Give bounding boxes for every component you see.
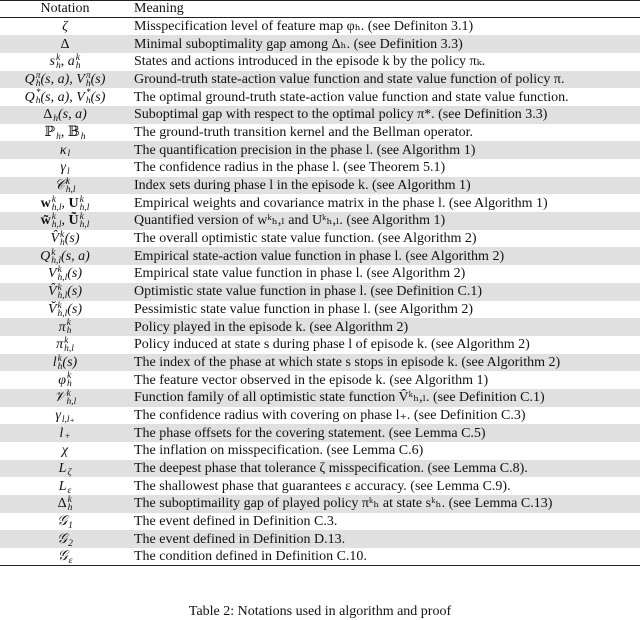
notation-symbol [59,426,70,441]
symbol-base: (s, a) [61,248,90,264]
notation-symbol [62,355,77,370]
meaning-cell: Function family of all optimistic state function V̂ᵏₕ,ₗ. (see Definition C.1) [134,390,545,406]
script-stack [58,266,68,282]
superscript: k [57,282,62,293]
subscript: l,l₊ [61,414,75,425]
subscript: h,l [51,220,62,231]
symbol-base: a [67,54,75,70]
subscript: h,l [57,273,68,284]
subscript: h,l [64,344,74,354]
symbol-base: Q [40,248,51,264]
meaning-cell: The event defined in Definition D.13. [134,531,346,547]
notation-cell [0,177,130,195]
superscript: k [57,353,62,364]
symbol-base: L [58,461,67,477]
subscript: + [64,432,71,443]
meaning-cell: Empirical state value function in phase l. (see Algorithm 2) [134,266,466,282]
symbol-base: Ũ [68,213,79,229]
superscript: k [67,495,72,506]
notation-symbol [61,249,90,264]
notation-symbol [60,37,69,52]
symbol-base: w [40,195,51,211]
script-stack [69,549,73,565]
subscript: h [57,361,63,372]
meaning-cell: Pessimistic state value function in phase l. (see Algorithm 2) [134,301,474,317]
notation-symbol [58,373,72,388]
notation-cell [0,265,130,283]
table-row [0,88,640,106]
meaning-cell: The feature vector observed in the episode k. (see Algorithm 1) [134,372,489,388]
notation-symbol [67,284,82,299]
notation-symbol [67,266,82,281]
meaning-cell: The event defined in Definition C.3. [134,514,338,530]
symbol-base: κ [59,142,67,158]
notation-cell [0,141,130,159]
notation-symbol [47,265,68,284]
symbol-base: , [60,124,68,140]
notation-symbol [65,231,80,246]
symbol-base: V [76,89,85,105]
table-row [0,495,640,513]
subscript: h,l [57,290,68,301]
table-row [0,194,640,212]
subscript: l [67,149,71,160]
table-row [0,265,640,283]
notation-cell [0,53,130,71]
table-row [0,71,640,89]
subscript: h,l [65,184,76,195]
table-row [0,407,640,425]
notation-symbol [50,54,61,69]
symbol-base: (s, a) [57,107,87,123]
notation-symbol [67,302,82,317]
notation-symbol [59,320,72,335]
superscript: * [35,88,41,99]
subscript: 2 [68,538,73,549]
notation-symbol [91,72,106,87]
symbol-base: 𝒢 [57,514,68,530]
superscript: k [65,176,70,187]
subscript: h [67,379,72,390]
script-stack [68,479,72,495]
notation-symbol [57,495,73,514]
symbol-base: w̃ [40,213,51,229]
notation-symbol [62,443,68,458]
table-row [0,283,640,301]
notation-symbol [43,107,58,125]
script-stack [67,160,70,176]
symbol-base: V [76,71,85,87]
script-stack [76,54,81,70]
notation-cell [0,301,130,319]
meaning-cell: Suboptimal gap with respect to the optimal policy π*. (see Definition 3.3) [134,107,548,123]
notation-symbol [41,90,77,105]
table-row [0,389,640,407]
script-stack [68,142,71,158]
table-row [0,530,640,548]
symbol-base: φ [58,372,66,388]
table-row [0,442,640,460]
superscript: k [51,247,56,258]
subscript: l [66,167,70,178]
subscript: h,l [51,255,62,266]
symbol-base: 𝒱 [53,390,66,406]
symbol-base: (s) [64,231,80,247]
notation-symbol [48,302,67,317]
notation-symbol [45,125,61,140]
notation-symbol [59,479,72,494]
superscript: k [60,229,65,240]
symbol-base: l [59,425,64,441]
symbol-base: , [60,54,68,70]
table-row [0,124,640,142]
subscript: 1 [68,520,73,531]
table-row [0,371,640,389]
symbol-base: l [52,354,57,370]
symbol-base: 𝒢 [57,531,68,547]
notation-cell [0,513,130,531]
meaning-cell: Ground-truth state-action value function and state value function of policy π. [134,71,565,87]
notation-symbol [50,231,64,246]
notation-symbol [68,212,90,231]
superscript: π [85,70,91,81]
meaning-cell: The quantification precision in the phase l. (see Algorithm 1) [134,142,476,158]
symbol-base: 𝒞 [54,178,65,194]
notation-symbol [60,160,70,178]
notation-symbol [40,249,61,264]
table-row [0,247,640,265]
meaning-cell: Quantified version of wᵏₕ,ₗ and Uᵏₕ,ₗ. (see Algorithm 1) [134,213,446,229]
superscript: k [51,194,56,205]
notation-symbol [57,532,73,547]
notation-symbol [25,90,41,105]
subscript: h,l [79,202,90,213]
script-stack [58,284,68,300]
symbol-base: (s) [62,354,78,370]
notation-symbol [53,355,63,370]
notation-symbol [41,72,77,87]
script-stack [62,408,75,424]
meaning-cell: The optimal ground-truth state-action value function and state value function. [134,89,569,105]
notation-header: Notation [0,1,130,18]
subscript: h [56,131,61,142]
notation-symbol [53,389,77,408]
symbol-base: Q [24,89,35,105]
subscript: h [60,237,65,248]
notation-symbol [76,72,90,87]
subscript: h [67,503,73,514]
table-body [0,18,640,566]
notation-cell [0,283,130,301]
notation-cell [0,354,130,372]
notation-symbol [55,178,76,193]
script-stack [67,372,72,388]
table-row [0,354,640,372]
notation-symbol [91,90,106,105]
symbol-base: (s) [67,284,83,300]
meaning-cell: The phase offsets for the covering statement. (see Lemma C.5) [134,425,486,441]
superscript: k [51,212,56,223]
notation-symbol [62,213,69,228]
meaning-cell: Policy induced at state s during phase l of episode k. (see Algorithm 2) [134,337,530,353]
script-stack [68,496,73,512]
meaning-cell: Index sets during phase l in the episode k. (see Algorithm 1) [134,178,471,194]
meaning-cell: The deepest phase that tolerance ζ misspecification. (see Lemma C.8). [134,461,528,477]
meaning-cell: The confidence radius with covering on phase l₊. (see Definition C.3) [134,407,526,423]
superscript: k [75,53,80,63]
script-stack [58,302,68,318]
symbol-base: V̆ [47,301,57,317]
notation-cell [0,230,130,248]
table-row [0,301,640,319]
notation-cell [0,35,130,53]
subscript: h [80,131,86,142]
notation-cell [0,247,130,265]
notation-symbol [59,461,72,476]
meaning-cell: The condition defined in Definition C.10. [130,548,640,566]
meaning-cell: The shallowest phase that guarantees ε accuracy. (see Lemma C.9). [134,478,511,494]
meaning-cell: States and actions introduced in the episode k by the policy πₖ. [134,54,486,70]
table-row [0,106,640,124]
notation-symbol [58,549,73,564]
script-stack [64,425,70,441]
subscript: h [53,114,58,125]
subscript: h,l [66,397,77,408]
script-stack [66,178,76,194]
notation-cell [0,442,130,460]
symbol-base: V̂ [47,284,57,300]
script-stack [80,196,90,212]
notation-cell [0,18,130,36]
superscript: k [79,194,84,205]
table-row [0,460,640,478]
script-stack [68,532,73,548]
notation-cell [0,318,130,336]
table-row [0,141,640,159]
script-stack [67,319,72,335]
subscript: h [85,78,91,89]
superscript: k [55,53,61,63]
table-row [0,18,640,36]
subscript: h [35,96,41,107]
symbol-base: (s) [67,266,83,282]
meaning-cell: The index of the phase at which state s stops in episode k. (see Algorithm 2) [134,354,561,370]
table-row [0,230,640,248]
notation-cell [0,212,130,230]
script-stack [51,249,61,265]
header-row [0,1,640,18]
notation-symbol [68,125,86,140]
meaning-cell: Empirical state-action value function in phase l. (see Algorithm 2) [134,248,505,264]
notation-symbol [58,107,87,122]
symbol-base: U [68,195,79,211]
symbol-base: (s, a), [40,71,77,87]
notation-cell [0,389,130,407]
script-stack [81,125,86,141]
symbol-base: V [47,266,57,282]
notation-cell [0,495,130,513]
notation-cell [0,407,130,425]
notation-symbol [61,54,68,69]
notation-cell [0,460,130,478]
meaning-header: Meaning [130,1,640,18]
notation-symbol [57,514,73,529]
notation-cell [0,530,130,548]
symbol-base: Δ [43,107,53,123]
symbol-base: π [58,319,66,335]
notation-cell [0,88,130,106]
notation-symbol [40,212,62,231]
notation-cell [0,124,130,142]
symbol-base: s [49,54,55,70]
table-row [0,53,640,71]
subscript: h [75,61,81,71]
notation-symbol [69,196,90,211]
symbol-base: (s) [90,89,106,105]
script-stack [52,196,62,212]
symbol-base: (s) [90,71,106,87]
meaning-cell: The confidence radius in the phase l. (see Theorem 5.1) [134,160,446,176]
notation-symbol [56,337,74,352]
notation-symbol [48,284,67,299]
superscript: k [57,265,62,276]
table-row [0,548,640,566]
meaning-cell: Empirical weights and covariance matrix in the phase l. (see Algorithm 1) [134,195,548,211]
subscript: ε [67,485,72,496]
superscript: * [85,88,91,99]
script-stack [80,213,90,229]
superscript: π [35,70,41,81]
meaning-cell: Policy played in the episode k. (see Algorithm 2) [134,319,409,335]
meaning-cell: Minimal suboptimality gap among Δₕ. (see Definition 3.3) [134,36,463,52]
meaning-cell: The inflation on misspecification. (see Lemma C.6) [134,443,424,459]
notation-symbol [68,54,81,69]
symbol-base: γ [60,160,66,176]
script-stack [52,213,62,229]
table-row [0,477,640,495]
script-stack [64,337,74,353]
notation-symbol [55,408,74,423]
notation-symbol [61,125,68,140]
superscript: k [67,371,72,382]
notation-symbol [25,72,41,87]
subscript: h [85,96,91,107]
table-row [0,513,640,531]
notation-cell [0,424,130,442]
notation-cell [0,371,130,389]
symbol-base: γ [55,407,61,423]
symbol-base: L [58,478,67,494]
script-stack [66,390,76,406]
notation-symbol [41,196,62,211]
notation-cell [0,548,130,566]
script-stack [67,461,71,477]
table-row [0,318,640,336]
symbol-base: χ [61,443,69,459]
script-stack [68,514,73,530]
symbol-base: 𝒢 [57,549,68,565]
notation-cell [0,336,130,354]
meaning-cell: The ground-truth transition kernel and the Bellman operator. [134,124,474,140]
notation-cell [0,71,130,89]
symbol-base: , [61,195,69,211]
notation-cell [0,159,130,177]
meaning-cell: The suboptimaility gap of played policy πᵏₕ at state sᵏₕ. (see Lemma C.13) [134,496,553,512]
table-row [0,159,640,177]
subscript: h,l [57,308,68,319]
superscript: k [66,318,71,329]
table-row [0,212,640,230]
table-caption: Table 2: Notations used in algorithm and proof [188,604,452,619]
notation-cell [0,106,130,124]
superscript: k [66,389,71,400]
symbol-base: 𝔹 [67,124,80,140]
notation-symbol [76,90,90,105]
notation-cell [0,477,130,495]
subscript: h,l [51,202,62,213]
subscript: h [66,326,72,337]
meaning-cell: Misspecification level of feature map φₕ. (see Definiton 3.1) [134,19,474,35]
notation-cell [0,194,130,212]
symbol-base: Δ [57,496,67,512]
symbol-base: Q [24,71,35,87]
subscript: ζ [67,467,72,478]
subscript: h [35,78,41,89]
symbol-base: Δ [60,36,70,52]
subscript: h,l [79,220,90,231]
symbol-base: , [61,213,69,229]
table-row [0,35,640,53]
symbol-base: V̂ [50,231,60,247]
table-row [0,336,640,354]
notation-symbol [62,196,69,211]
table-row [0,177,640,195]
meaning-cell: Optimistic state value function in phase l. (see Definition C.1) [134,284,482,300]
symbol-base: (s) [67,301,83,317]
meaning-cell: The overall optimistic state value function. (see Algorithm 2) [134,231,477,247]
symbol-base: π [56,337,64,353]
superscript: k [64,336,69,346]
symbol-base: ζ [62,19,68,35]
subscript: h [55,61,61,71]
superscript: k [57,300,62,311]
notation-symbol [60,143,70,158]
table-row [0,424,640,442]
symbol-base: ℙ [44,124,56,140]
subscript: ε [68,556,73,566]
superscript: k [79,212,84,223]
notation-symbol [62,19,68,34]
symbol-base: (s, a), [40,89,77,105]
